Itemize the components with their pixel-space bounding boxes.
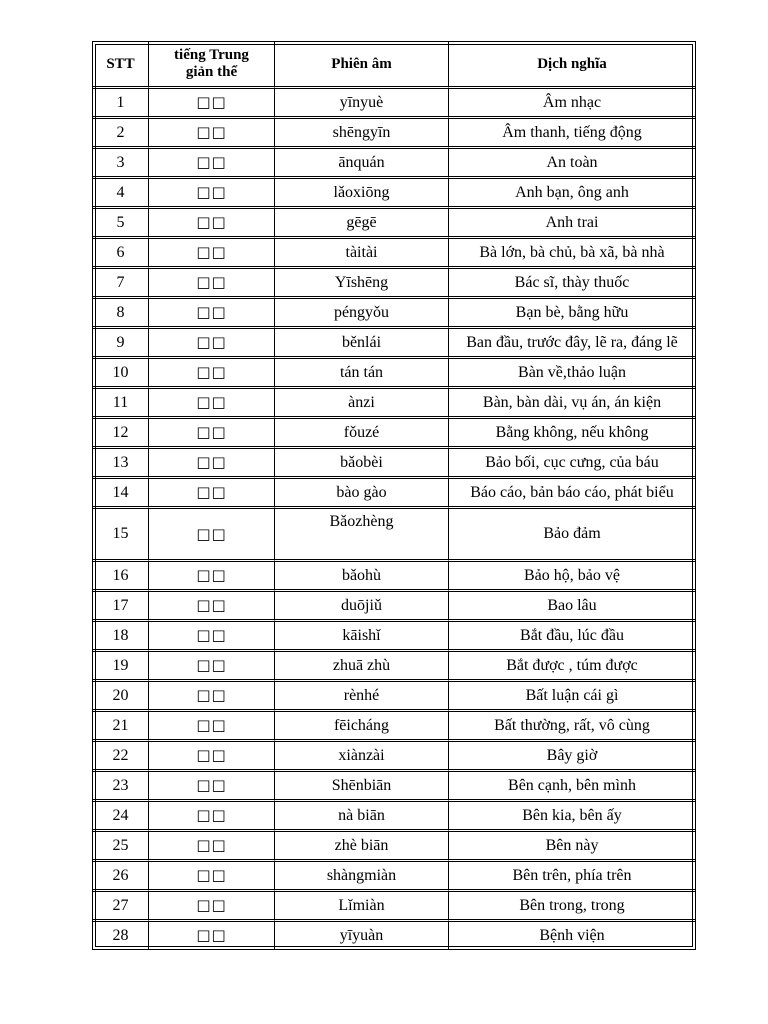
table-row: [93, 89, 695, 119]
chinese-characters: □□: [196, 524, 227, 543]
cell-stt: 27: [93, 892, 149, 922]
chinese-characters: □□: [196, 333, 227, 351]
chinese-characters: □□: [196, 836, 227, 854]
table-row: [93, 802, 695, 832]
cell-meaning: Bằng không, nếu không: [449, 419, 695, 449]
cell-chinese: [149, 479, 275, 509]
cell-stt: 25: [93, 832, 149, 862]
chinese-characters: □□: [196, 776, 227, 794]
header-pinyin: Phiên âm: [275, 42, 449, 89]
chinese-characters: □□: [196, 273, 227, 291]
cell-chinese: [149, 89, 275, 119]
cell-stt: 22: [93, 742, 149, 772]
table-body: [93, 89, 695, 949]
cell-pinyin: péngyǒu: [275, 299, 449, 329]
cell-chinese: [149, 509, 275, 562]
cell-stt: 24: [93, 802, 149, 832]
table-row: [93, 509, 695, 562]
cell-pinyin: rènhé: [275, 682, 449, 712]
chinese-characters: □□: [196, 183, 227, 201]
header-chinese: [149, 42, 275, 89]
cell-chinese: [149, 149, 275, 179]
cell-pinyin: Yīshēng: [275, 269, 449, 299]
cell-chinese: [149, 622, 275, 652]
vocabulary-table: [92, 41, 696, 950]
cell-chinese: [149, 712, 275, 742]
table-row: [93, 479, 695, 509]
cell-meaning: Bà lớn, bà chủ, bà xã, bà nhà: [449, 239, 695, 269]
cell-pinyin: duōjiǔ: [275, 592, 449, 622]
cell-stt: 21: [93, 712, 149, 742]
cell-pinyin: zhuā zhù: [275, 652, 449, 682]
cell-pinyin: tàitài: [275, 239, 449, 269]
cell-meaning: Bác sĩ, thày thuốc: [449, 269, 695, 299]
cell-pinyin: ànzi: [275, 389, 449, 419]
cell-pinyin: yīnyuè: [275, 89, 449, 119]
table-row: [93, 449, 695, 479]
cell-chinese: [149, 682, 275, 712]
cell-stt: 3: [93, 149, 149, 179]
table-row: [93, 119, 695, 149]
cell-stt: 19: [93, 652, 149, 682]
cell-chinese: [149, 209, 275, 239]
table-row: [93, 682, 695, 712]
cell-meaning: Âm nhạc: [449, 89, 695, 119]
cell-chinese: [149, 419, 275, 449]
cell-chinese: [149, 772, 275, 802]
cell-meaning: Bên kia, bên ấy: [449, 802, 695, 832]
cell-pinyin: tán tán: [275, 359, 449, 389]
header-chinese-label: tiếng Trung giản thể: [174, 47, 249, 80]
cell-meaning: Bất luận cái gì: [449, 682, 695, 712]
chinese-characters: □□: [196, 566, 227, 584]
table-row: [93, 209, 695, 239]
cell-stt: 5: [93, 209, 149, 239]
cell-pinyin: bǎobèi: [275, 449, 449, 479]
cell-chinese: [149, 359, 275, 389]
table-row: [93, 742, 695, 772]
table-row: [93, 389, 695, 419]
cell-meaning: Bắt đầu, lúc đầu: [449, 622, 695, 652]
cell-stt: 14: [93, 479, 149, 509]
cell-meaning: Bàn, bàn dài, vụ án, án kiện: [449, 389, 695, 419]
cell-meaning: Bảo hộ, bảo vệ: [449, 562, 695, 592]
cell-stt: 7: [93, 269, 149, 299]
table-row: [93, 652, 695, 682]
table-header-row: [93, 42, 695, 89]
cell-chinese: [149, 922, 275, 949]
cell-meaning: Bất thường, rất, vô cùng: [449, 712, 695, 742]
cell-meaning: Bảo bối, cục cưng, của báu: [449, 449, 695, 479]
cell-pinyin: bǎohù: [275, 562, 449, 592]
cell-stt: 11: [93, 389, 149, 419]
cell-chinese: [149, 239, 275, 269]
cell-pinyin: fēicháng: [275, 712, 449, 742]
cell-stt: 16: [93, 562, 149, 592]
cell-pinyin: ānquán: [275, 149, 449, 179]
header-meaning: Dịch nghĩa: [449, 42, 695, 89]
table-row: [93, 329, 695, 359]
chinese-characters: □□: [196, 303, 227, 321]
table-row: [93, 239, 695, 269]
table-row: [93, 299, 695, 329]
chinese-characters: □□: [196, 483, 227, 501]
cell-chinese: [149, 179, 275, 209]
cell-pinyin: shēngyīn: [275, 119, 449, 149]
cell-pinyin: yīyuàn: [275, 922, 449, 949]
cell-chinese: [149, 389, 275, 419]
chinese-characters: □□: [196, 153, 227, 171]
table-row: [93, 179, 695, 209]
cell-pinyin: xiànzài: [275, 742, 449, 772]
cell-stt: 15: [93, 509, 149, 562]
cell-stt: 4: [93, 179, 149, 209]
table-row: [93, 832, 695, 862]
cell-meaning: An toàn: [449, 149, 695, 179]
cell-meaning: Bảo đảm: [449, 509, 695, 562]
table-row: [93, 592, 695, 622]
chinese-characters: □□: [196, 213, 227, 231]
cell-meaning: Báo cáo, bản báo cáo, phát biểu: [449, 479, 695, 509]
cell-stt: 12: [93, 419, 149, 449]
chinese-characters: □□: [196, 93, 227, 111]
cell-chinese: [149, 329, 275, 359]
cell-chinese: [149, 742, 275, 772]
table-row: [93, 149, 695, 179]
cell-chinese: [149, 562, 275, 592]
cell-meaning: Ban đầu, trước đây, lẽ ra, đáng lẽ: [449, 329, 695, 359]
cell-pinyin: lǎoxiōng: [275, 179, 449, 209]
chinese-characters: □□: [196, 243, 227, 261]
cell-chinese: [149, 269, 275, 299]
header-stt: STT: [93, 42, 149, 89]
chinese-characters: □□: [196, 363, 227, 381]
cell-chinese: [149, 299, 275, 329]
cell-stt: 13: [93, 449, 149, 479]
cell-chinese: [149, 862, 275, 892]
chinese-characters: □□: [196, 626, 227, 644]
cell-chinese: [149, 832, 275, 862]
cell-pinyin: kāishǐ: [275, 622, 449, 652]
chinese-characters: □□: [196, 656, 227, 674]
cell-stt: 6: [93, 239, 149, 269]
table-row: [93, 359, 695, 389]
cell-stt: 2: [93, 119, 149, 149]
table-row: [93, 712, 695, 742]
cell-meaning: Anh trai: [449, 209, 695, 239]
chinese-characters: □□: [196, 866, 227, 884]
cell-stt: 26: [93, 862, 149, 892]
table-row: [93, 772, 695, 802]
table-row: [93, 269, 695, 299]
cell-meaning: Bắt được , túm được: [449, 652, 695, 682]
table-row: [93, 562, 695, 592]
chinese-characters: □□: [196, 746, 227, 764]
cell-pinyin: bào gào: [275, 479, 449, 509]
cell-chinese: [149, 449, 275, 479]
cell-meaning: Bên trong, trong: [449, 892, 695, 922]
cell-meaning: Bên trên, phía trên: [449, 862, 695, 892]
chinese-characters: □□: [196, 926, 227, 944]
cell-chinese: [149, 802, 275, 832]
cell-pinyin: Lǐmiàn: [275, 892, 449, 922]
chinese-characters: □□: [196, 806, 227, 824]
cell-pinyin: běnlái: [275, 329, 449, 359]
cell-meaning: Bàn về,thảo luận: [449, 359, 695, 389]
chinese-characters: □□: [196, 423, 227, 441]
cell-pinyin: zhè biān: [275, 832, 449, 862]
cell-meaning: Bây giờ: [449, 742, 695, 772]
cell-pinyin: fǒuzé: [275, 419, 449, 449]
cell-meaning: Bên này: [449, 832, 695, 862]
chinese-characters: □□: [196, 453, 227, 471]
cell-chinese: [149, 119, 275, 149]
chinese-characters: □□: [196, 596, 227, 614]
cell-meaning: Anh bạn, ông anh: [449, 179, 695, 209]
cell-meaning: Bệnh viện: [539, 926, 605, 944]
cell-meaning: Bạn bè, bằng hữu: [449, 299, 695, 329]
cell-stt: 1: [93, 89, 149, 119]
cell-meaning: Âm thanh, tiếng động: [449, 119, 695, 149]
cell-stt: 28: [93, 922, 149, 949]
cell-meaning: Bao lâu: [449, 592, 695, 622]
cell-stt: 18: [93, 622, 149, 652]
chinese-characters: □□: [196, 123, 227, 141]
table-row: [93, 419, 695, 449]
cell-pinyin: Bǎozhèng: [275, 509, 449, 562]
chinese-characters: □□: [196, 896, 227, 914]
cell-pinyin: gēgē: [275, 209, 449, 239]
cell-chinese: [149, 592, 275, 622]
table-row: [93, 622, 695, 652]
chinese-characters: □□: [196, 686, 227, 704]
cell-stt: 20: [93, 682, 149, 712]
cell-meaning: Bên cạnh, bên mình: [449, 772, 695, 802]
cell-pinyin: Shēnbiān: [275, 772, 449, 802]
cell-stt: 10: [93, 359, 149, 389]
cell-stt: 17: [93, 592, 149, 622]
table-row: [93, 922, 695, 949]
cell-stt: 23: [93, 772, 149, 802]
cell-stt: 8: [93, 299, 149, 329]
cell-pinyin: shàngmiàn: [275, 862, 449, 892]
table-row: [93, 892, 695, 922]
cell-chinese: [149, 892, 275, 922]
table-row: [93, 862, 695, 892]
cell-pinyin: nà biān: [275, 802, 449, 832]
chinese-characters: □□: [196, 716, 227, 734]
cell-chinese: [149, 652, 275, 682]
cell-stt: 9: [93, 329, 149, 359]
chinese-characters: □□: [196, 393, 227, 411]
